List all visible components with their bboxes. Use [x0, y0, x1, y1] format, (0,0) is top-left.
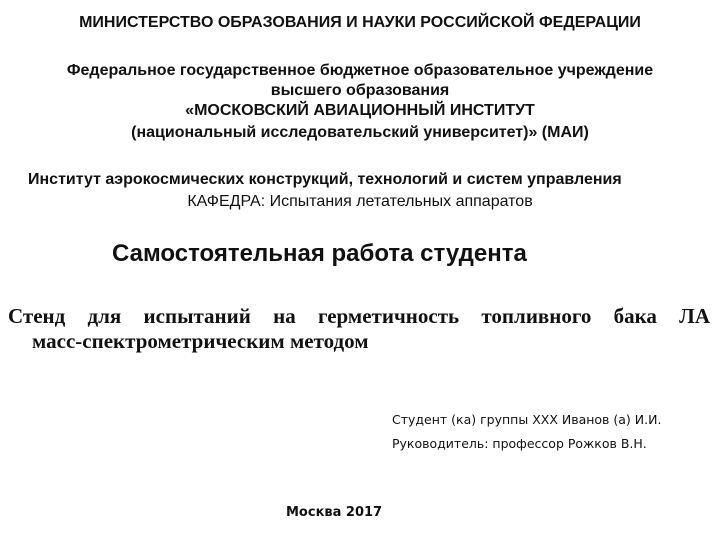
organization-line-1: Федеральное государственное бюджетное образовательное учреждение	[66, 62, 654, 79]
organization-line-2: высшего образования	[270, 82, 450, 99]
work-title: Самостоятельная работа студента	[112, 240, 527, 267]
work-topic-line-1: Стенд для испытаний на герметичность топливного бака ЛА	[8, 304, 710, 328]
work-topic	[8, 304, 710, 354]
student-signature: Студент (ка) группы ХХХ Иванов (а) И.И.	[392, 412, 662, 427]
institute-name: Институт аэрокосмических конструкций, технологий и систем управления	[28, 171, 622, 188]
supervisor-signature: Руководитель: профессор Рожков В.Н.	[392, 436, 647, 451]
work-topic-line-2: масс-спектрометрическим методом	[32, 329, 369, 353]
university-status: (национальный исследовательский университет)» (МАИ)	[131, 124, 589, 141]
university-name: «МОСКОВСКИЙ АВИАЦИОННЫЙ ИНСТИТУТ	[185, 102, 535, 119]
city-year: Москва 2017	[286, 505, 383, 520]
department-name: КАФЕДРА: Испытания летательных аппаратов	[187, 193, 533, 210]
ministry-heading: МИНИСТЕРСТВО ОБРАЗОВАНИЯ И НАУКИ РОССИЙСКОЙ ФЕДЕРАЦИИ	[79, 14, 641, 31]
